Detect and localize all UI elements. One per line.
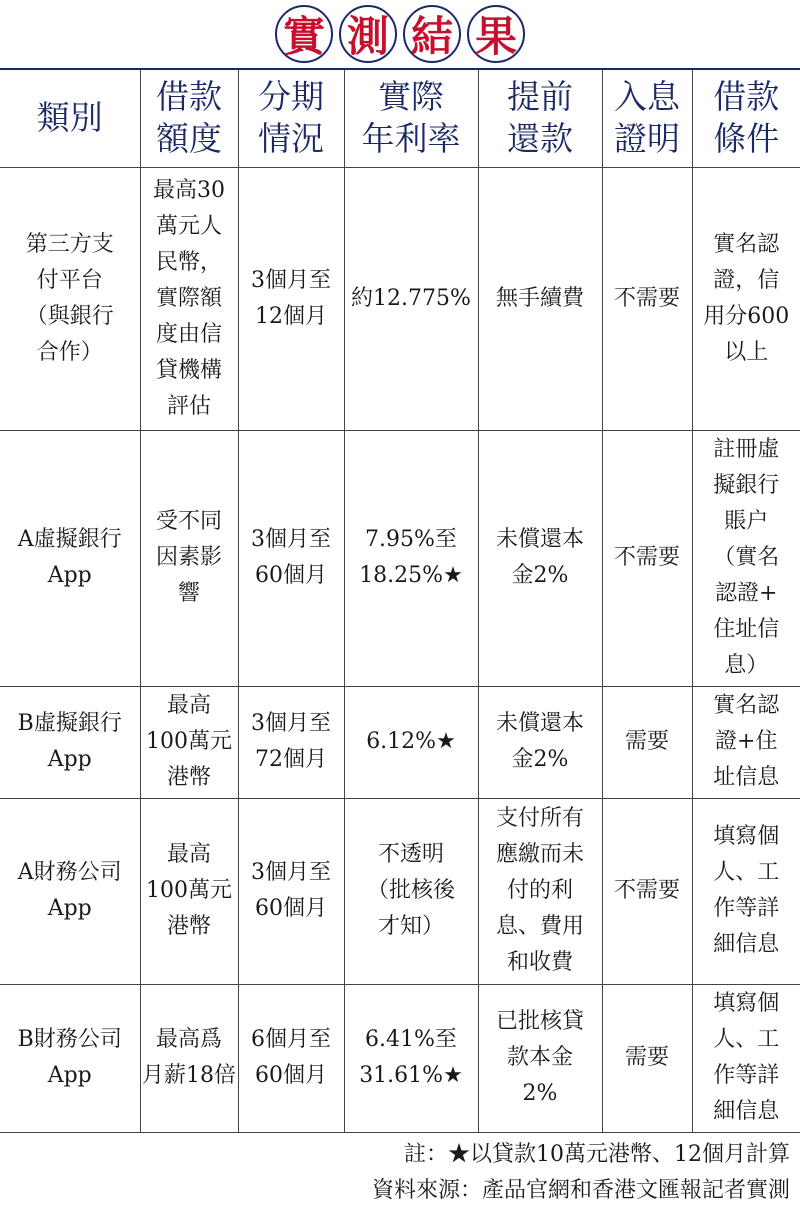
- results-table: [0, 68, 800, 1133]
- table-cell: 3個月至 60個月: [238, 798, 344, 984]
- table-row: [0, 686, 800, 798]
- table-cell: 6.41%至 31.61%★: [344, 984, 478, 1132]
- table-row: [0, 167, 800, 430]
- header-income-proof: 入息 證明: [602, 69, 692, 167]
- title-char: 測: [339, 5, 397, 63]
- table-cell: B虛擬銀行 App: [0, 686, 140, 798]
- table-cell: 最高30 萬元人 民幣， 實際額 度由信 貸機構 評估: [140, 167, 238, 430]
- header-loan-amount: 借款 額度: [140, 69, 238, 167]
- header-early-repayment: 提前 還款: [478, 69, 602, 167]
- table-cell: 需要: [602, 686, 692, 798]
- table-header-row: [0, 69, 800, 167]
- table-row: [0, 430, 800, 686]
- table-cell: A虛擬銀行 App: [0, 430, 140, 686]
- table-cell: A財務公司 App: [0, 798, 140, 984]
- table-cell: 第三方支 付平台 （與銀行 合作）: [0, 167, 140, 430]
- table-cell: 填寫個 人、工 作等詳 細信息: [692, 798, 800, 984]
- header-conditions: 借款 條件: [692, 69, 800, 167]
- table-cell: 不需要: [602, 430, 692, 686]
- header-annual-rate: 實際 年利率: [344, 69, 478, 167]
- table-cell: 未償還本 金2%: [478, 430, 602, 686]
- table-cell: 6.12%★: [344, 686, 478, 798]
- table-cell: 無手續費: [478, 167, 602, 430]
- title-char: 結: [403, 5, 461, 63]
- table-cell: 實名認 證+住 址信息: [692, 686, 800, 798]
- table-cell: 不需要: [602, 167, 692, 430]
- table-cell: 3個月至 12個月: [238, 167, 344, 430]
- table-cell: 支付所有 應繳而未 付的利 息、費用 和收費: [478, 798, 602, 984]
- table-cell: 最高爲 月薪18倍: [140, 984, 238, 1132]
- table-cell: 6個月至 60個月: [238, 984, 344, 1132]
- table-cell: 3個月至 60個月: [238, 430, 344, 686]
- table-cell: 受不同 因素影 響: [140, 430, 238, 686]
- table-cell: 未償還本 金2%: [478, 686, 602, 798]
- table-row: [0, 984, 800, 1132]
- table-cell: 已批核貸 款本金 2%: [478, 984, 602, 1132]
- table-cell: 約12.775%: [344, 167, 478, 430]
- table-row: [0, 798, 800, 984]
- table-cell: 註冊虛 擬銀行 賬户 （實名 認證+ 住址信 息）: [692, 430, 800, 686]
- table-cell: 7.95%至 18.25%★: [344, 430, 478, 686]
- header-category: 類別: [0, 69, 140, 167]
- table-cell: B財務公司 App: [0, 984, 140, 1132]
- table-cell: 實名認 證，信 用分600 以上: [692, 167, 800, 430]
- header-installments: 分期 情況: [238, 69, 344, 167]
- table-cell: 最高 100萬元 港幣: [140, 798, 238, 984]
- table-cell: 填寫個 人、工 作等詳 細信息: [692, 984, 800, 1132]
- table-cell: 不需要: [602, 798, 692, 984]
- title-char: 果: [467, 5, 525, 63]
- title-char: 實: [275, 5, 333, 63]
- table-cell: 3個月至 72個月: [238, 686, 344, 798]
- table-cell: 需要: [602, 984, 692, 1132]
- title-banner: [0, 0, 800, 68]
- source-note: 資料來源：產品官網和香港文匯報記者實測: [371, 1177, 790, 1203]
- table-cell: 最高 100萬元 港幣: [140, 686, 238, 798]
- footnote: 註：★以貸款10萬元港幣、12個月計算: [404, 1141, 790, 1167]
- table-cell: 不透明 （批核後 才知）: [344, 798, 478, 984]
